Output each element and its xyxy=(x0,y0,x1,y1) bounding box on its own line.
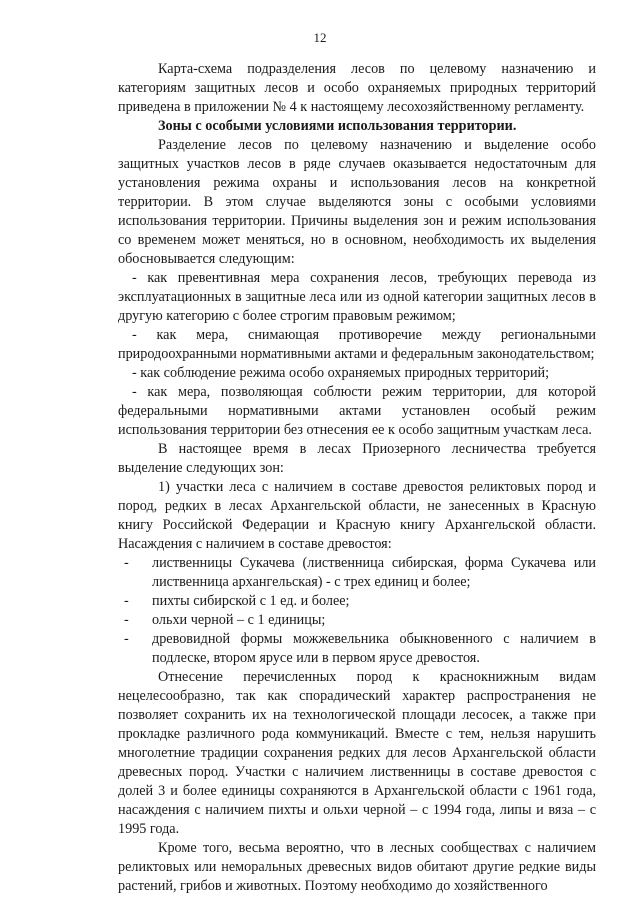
species-text: древовидной формы можжевельника обыкновенного с наличием в подлеске, втором ярусе или в первом ярусе древостоя. xyxy=(152,631,596,666)
species-text: пихты сибирской с 1 ед. и более; xyxy=(152,593,350,609)
species-item xyxy=(118,611,596,630)
paragraph-zones-intro: Разделение лесов по целевому назначению и выделение особо защитных участков лесов в ряде случаев оказывается недостаточным для установления режима охраны и использования лесов на конкретной территории. В этом случае выделяются зоны с особыми условиями использования территории. Причины выделения зон и режим использования со временем может меняться, но в основном, необходимость их выделения обосновывается следующим: xyxy=(118,137,596,267)
dash-marker: - xyxy=(124,631,129,647)
section-heading: Зоны с особыми условиями использования территории. xyxy=(158,118,517,134)
dash-marker: - xyxy=(124,612,129,628)
species-item xyxy=(118,630,596,668)
reason-item: - как соблюдение режима особо охраняемых природных территорий; xyxy=(132,365,550,381)
species-text: ольхи черной – с 1 единицы; xyxy=(152,612,326,628)
document-body xyxy=(118,60,596,896)
reason-item: - как мера, позволяющая соблюсти режим территории, для которой федеральными нормативными актами установлен особый режим использования территории без отнесения ее к особо защитным участкам леса. xyxy=(118,384,596,438)
paragraph-required-zones: В настоящее время в лесах Приозерного лесничества требуется выделение следующих зон: xyxy=(118,441,596,476)
paragraph-red-book: Отнесение перечисленных пород к краснокнижным видам нецелесообразно, так как спорадический характер распространения не позволяет сохранить их на технологической площади лесосек, а также при прокладке различного рода коммуникаций. Вместе с тем, нельзя нарушить многолетние традиции сохранения редких для лесов Архангельской области древесных пород. Участки с наличием лиственницы в составе древостоя с долей 3 и более единицы сохраняются в Архангельской области с 1961 года, насаждения с наличием пихты и ольхи черной – с 1994 года, липы и вяза – с 1995 года. xyxy=(118,669,596,837)
paragraph-relict-species: 1) участки леса с наличием в составе древостоя реликтовых пород и пород, редких в лесах Архангельской области, не занесенных в Красную книгу Российской Федерации и Красную книгу Архангельской области. Насаждения с наличием в составе древостоя: xyxy=(118,479,596,552)
species-item xyxy=(118,592,596,611)
reason-item: - как мера, снимающая противоречие между региональными природоохранными нормативными актами и федеральным законодательством; xyxy=(118,327,596,362)
reason-item: - как превентивная мера сохранения лесов, требующих перевода из эксплуатационных в защитные леса или из одной категории защитных лесов в другую категорию с более строгим правовым режимом; xyxy=(118,270,596,324)
paragraph-continuation: Кроме того, весьма вероятно, что в лесных сообществах с наличием реликтовых или неморальных древесных видов обитают другие редкие виды растений, грибов и животных. Поэтому необходимо до хозяйственного xyxy=(118,840,596,894)
species-text: лиственницы Сукачева (лиственница сибирская, форма Сукачева или лиственница архангельская) - с трех единиц и более; xyxy=(152,555,596,590)
dash-marker: - xyxy=(124,593,129,609)
intro-paragraph: Карта-схема подразделения лесов по целевому назначению и категориям защитных лесов и особо охраняемых природных территорий приведена в приложении № 4 к настоящему лесохозяйственному регламенту. xyxy=(118,61,596,115)
page-number: 12 xyxy=(313,30,327,45)
dash-marker: - xyxy=(124,555,129,571)
species-item xyxy=(118,554,596,592)
